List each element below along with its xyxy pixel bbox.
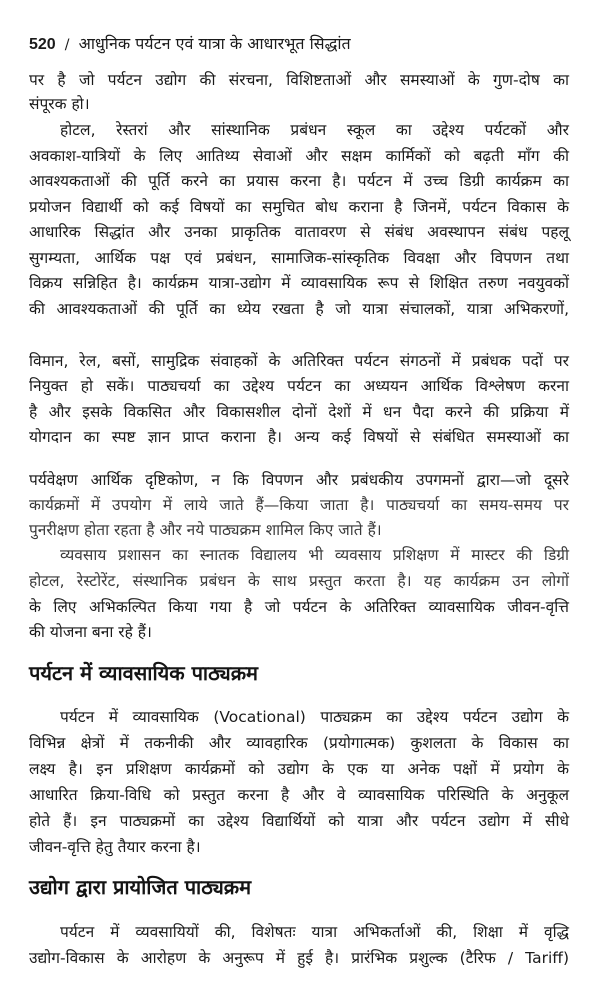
- text-line: विभिन्न क्षेत्रों में तकनीकी और व्यावहारिक (प्रयोगात्मक) कुशलता के विकास का: [29, 734, 569, 752]
- text-line: होटल, रेस्टोरेंट, संस्थानिक प्रबंधन के साथ प्रस्तुत करता है। यह कार्यक्रम उन लोगों: [29, 572, 569, 590]
- text-line: योगदान का स्पष्ट ज्ञान प्राप्त कराना है। अन्य कई विषयों से संबंधित समस्याओं का: [29, 428, 569, 446]
- text-line: पुनरीक्षण होता रहता है और नये पाठ्यक्रम शामिल किए जाते हैं।: [29, 521, 382, 539]
- text-line: संपूरक हो।: [29, 95, 90, 113]
- book-title: आधुनिक पर्यटन एवं यात्रा के आधारभूत सिद्धांत: [78, 34, 351, 53]
- paragraph-first-line: पर्यटन में व्यावसायिक (Vocational) पाठ्यक्रम का उद्देश्य पर्यटन उद्योग के: [60, 708, 569, 726]
- text-line: आधारित क्रिया-विधि को प्रस्तुत करना है और वे व्यावसायिक परिस्थिति के अनुकूल: [29, 786, 569, 804]
- text-line: प्रयोजन विद्यार्थी को कई विषयों का समुचित बोध कराना है जिनमें, पर्यटन विकास के: [29, 198, 569, 216]
- text-line: विक्रय सन्निहित है। कार्यक्रम यात्रा-उद्योग में व्यावसायिक रूप से शिक्षित तरुण नवयुवकों: [29, 274, 569, 292]
- section-heading-industry: उद्योग द्वारा प्रायोजित पाठ्यक्रम: [29, 875, 252, 899]
- text-line: आवश्यकताओं की पूर्ति करने का प्रयास करना है। पर्यटन में उच्च डिग्री कार्यक्रम का: [29, 172, 569, 190]
- running-head: [29, 34, 351, 55]
- text-line: है और इसके विकसित और विकासशील दोनों देशों में धन पैदा करने की प्रक्रिया में: [29, 403, 569, 421]
- text-line: पर है जो पर्यटन उद्योग की संरचना, विशिष्टताओं और समस्याओं के गुण-दोष का: [29, 71, 569, 89]
- text-line: कार्यक्रमों में उपयोग में लाये जाते हैं—किया जाता है। पाठ्यचर्या का समय-समय पर: [29, 496, 569, 514]
- paragraph-first-line: पर्यटन में व्यवसायियों की, विशेषतः यात्रा अभिकर्ताओं की, शिक्षा में वृद्धि: [60, 923, 569, 941]
- section-heading-vocational: पर्यटन में व्यावसायिक पाठ्यक्रम: [29, 661, 259, 685]
- text-line: पर्यवेक्षण आर्थिक दृष्टिकोण, न कि विपणन और प्रबंधकीय उपगमनों द्वारा—जो दूसरे: [29, 471, 569, 489]
- text-line: होते हैं। इन पाठ्यक्रमों का उद्देश्य विद्यार्थियों को यात्रा और पर्यटन उद्योग में सीधे: [29, 812, 569, 830]
- paragraph-first-line: होटल, रेस्तरां और सांस्थानिक प्रबंधन स्कूल का उद्देश्य पर्यटकों और: [60, 121, 569, 139]
- page-number: 520: [29, 36, 56, 53]
- paragraph-first-line: व्यवसाय प्रशासन का स्नातक विद्यालय भी व्यवसाय प्रशिक्षण में मास्टर की डिग्री: [60, 546, 569, 564]
- text-line: लक्ष्य है। इन प्रशिक्षण कार्यक्रमों को उद्योग के एक या अनेक पक्षों में प्रयोग के: [29, 760, 569, 778]
- text-line: आधारिक सिद्धांत और उनका प्राकृतिक वातावरण से संबंध अवस्थापन संबंध पहलू: [29, 223, 569, 241]
- running-head-separator: /: [64, 37, 70, 53]
- text-line: के लिए अभिकल्पित किया गया है जो पर्यटन के अतिरिक्त व्यावसायिक जीवन-वृत्ति: [29, 598, 569, 616]
- text-line: विमान, रेल, बसों, सामुद्रिक संवाहकों के अतिरिक्त पर्यटन संगठनों में प्रबंधक पदों पर: [29, 352, 569, 370]
- text-line: नियुक्त हो सकें। पाठ्यचर्या का उद्देश्य पर्यटन का अध्ययन आर्थिक विश्लेषण करना: [29, 377, 569, 395]
- text-line: सुगम्यता, आर्थिक पक्ष एवं प्रबंधन, सामाजिक-सांस्कृतिक विवक्षा और विपणन तथा: [29, 249, 569, 267]
- text-line: जीवन-वृत्ति हेतु तैयार करना है।: [29, 838, 201, 856]
- text-line: की आवश्यकताओं की पूर्ति का ध्येय रखता है जो यात्रा संचालकों, यात्रा अभिकरणों,: [29, 300, 569, 318]
- text-line: अवकाश-यात्रियों के लिए आतिथ्य सेवाओं और सक्षम कार्मिकों को बढ़ती माँग की: [29, 147, 569, 165]
- text-line: उद्योग-विकास के आरोहण के अनुरूप में हुई है। प्रारंभिक प्रशुल्क (टैरिफ / Tariff): [29, 949, 569, 967]
- text-line: की योजना बना रहे हैं।: [29, 623, 152, 641]
